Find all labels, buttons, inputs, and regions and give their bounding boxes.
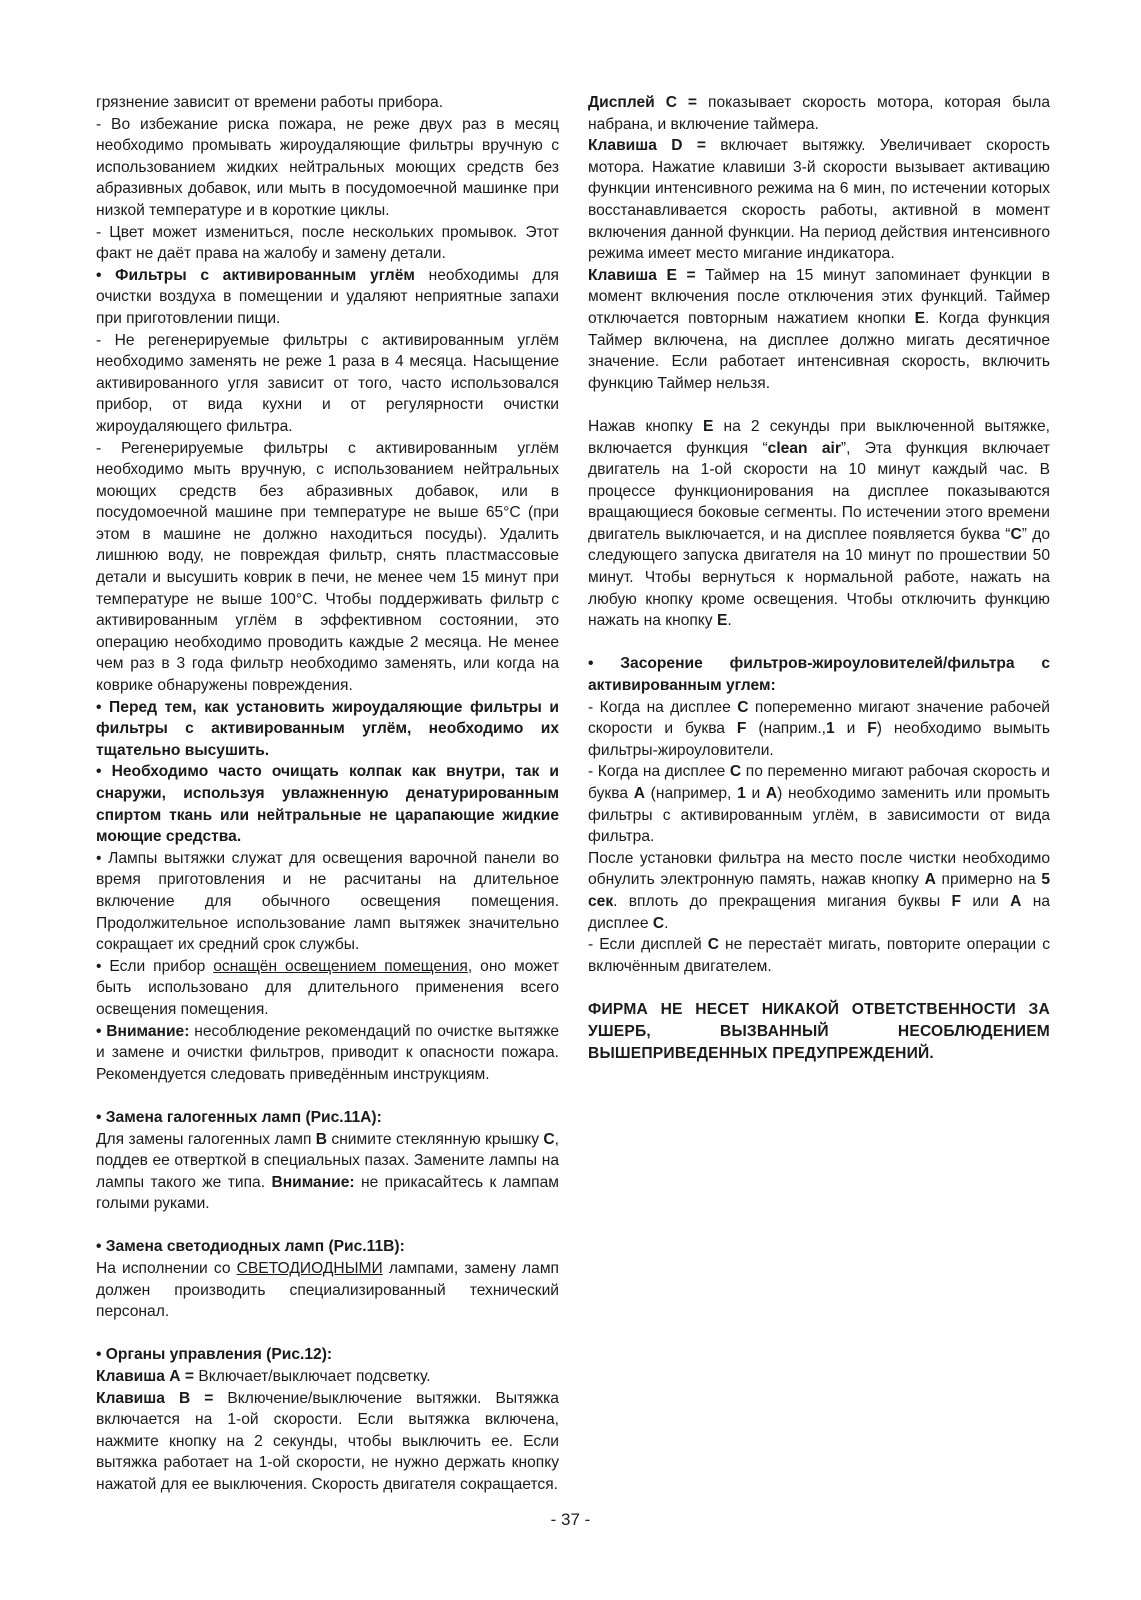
clogging-heading-text: • Засорение фильтров-жироуловителей/фильтра с активированным углем: — [588, 655, 1050, 695]
key-a-text: Включает/выключает подсветку. — [193, 1368, 431, 1386]
clog2-letter-c: C — [729, 763, 742, 781]
paragraph-key-d — [588, 135, 1050, 265]
spacer — [96, 1215, 559, 1237]
clog1-letter-f2: F — [867, 720, 877, 738]
paragraph-display-c — [588, 92, 1050, 135]
warning-text: несоблюдение рекомендаций по очистке вытяжке и замене и очистки фильтров, приводит к опасности пожара. Рекомендуется следовать приведённым инструкциям. — [96, 1022, 559, 1083]
reset-b: примерно на — [935, 871, 1042, 889]
halogen-c: , поддев ее отверткой в специальных пазах. Замените лампы на лампы такого же типа. — [96, 1130, 559, 1191]
right-column — [588, 92, 1050, 1064]
halogen-letter-c: C — [543, 1130, 555, 1148]
key-d-text: включает вытяжку. Увеличивает скорость мотора. Нажатие клавиши 3-й скорости вызывает активацию функции интенсивного режима на 6 мин, по истечении которых восстанавливается скорость работы, активной в момент включения данной функции. На период действия интенсивного режима имеет место мигание индикатора. — [588, 137, 1050, 263]
heading-controls — [96, 1344, 559, 1366]
clog2-c2: (например, — [644, 785, 738, 802]
key-e-text-b: . Когда функция Таймер включена, на дисплее должно мигать десятичное значение. Если работает интенсивная скорость, включить функцию Таймер нельзя. — [588, 309, 1050, 392]
clean-hood-bold: • Необходимо часто очищать колпак как внутри, так и снаружи, используя увлажненную денатурированным спиртом ткань или нейтральные не царапающие жидкие моющие средства. — [96, 763, 559, 846]
reset-d: на дисплее — [588, 892, 1050, 932]
key-a-label: Клавиша А = — [96, 1368, 194, 1386]
paragraph-soiling: грязнение зависит от времени работы прибора. — [96, 94, 444, 111]
halogen-a: Для замены галогенных ламп — [96, 1130, 316, 1148]
clog1-digit-1: 1 — [826, 720, 835, 738]
room-lighting-b: , оно может быть использовано для длительного применения всего освещения помещения. — [96, 957, 559, 1018]
clean-air-letter-c: C — [1010, 525, 1022, 543]
display-c-label: Дисплей С = — [588, 94, 698, 111]
clean-air-d: ” до следующего запуска двигателя на 10 минут по прошествии 50 минут. Чтобы вернуться к нормальной работе, нажать на любую кнопку кроме освещения. Чтобы отключить функцию нажать на кнопку — [588, 525, 1050, 630]
spacer — [588, 977, 1050, 999]
spacer — [96, 1323, 559, 1345]
halogen-b: снимите стеклянную крышку — [327, 1130, 544, 1148]
paragraph-key-e — [588, 265, 1050, 395]
reset-end: . — [664, 914, 669, 932]
paragraph-carbon-filters — [96, 265, 559, 330]
paragraph-room-lighting — [96, 956, 559, 1021]
clog1-c2: (наприм., — [746, 720, 827, 738]
spacer — [588, 394, 1050, 416]
clean-air-term: clean air — [767, 439, 841, 457]
key-b-label: Клавиша В = — [96, 1389, 214, 1407]
repeat-a: - Если дисплей — [588, 936, 708, 954]
controls-heading-text: • Органы управления (Рис.12): — [96, 1346, 333, 1364]
spacer — [588, 632, 1050, 654]
warning-label: • Внимание: — [96, 1022, 190, 1040]
clog2-letter-a2: A — [765, 785, 778, 802]
key-e-label: Клавиша Е = — [588, 266, 696, 284]
heading-led — [96, 1236, 559, 1258]
halogen-d: не прикасайтесь к лампам голыми руками. — [96, 1173, 559, 1213]
halogen-letter-b: B — [315, 1130, 328, 1148]
repeat-letter-c: C — [707, 936, 719, 954]
reset-letter-a2: A — [1010, 892, 1022, 910]
clog1-b: попеременно мигают значение рабочей скорости и буква — [588, 698, 1050, 738]
paragraph-non-regenerable: - Не регенерируемые фильтры с активированным углём необходимо заменять не реже 1 раза в 4 месяца. Насыщение активированного угля зависит от того, часто использовался прибор, от вида кухни и от регулярности очистки жироудаляющего фильтра. — [96, 331, 559, 435]
clean-air-c: ”, Эта функция включает двигатель на 1-ой скорости на 10 минут каждый час. В процессе функционирования на дисплее показываются вращающиеся боковые сегменты. По истечении этого времени двигатель выключается, и на дисплее появляется буква “ — [588, 439, 1050, 543]
clog1-a: - Когда на дисплее — [588, 698, 738, 716]
clog2-and: и — [745, 785, 766, 802]
paragraph-clog-carbon — [588, 761, 1050, 847]
reset-letter-c: C — [652, 914, 665, 932]
reset-5-seconds: 5 сек — [588, 871, 1050, 910]
key-e-text-a: Таймер на 15 минут запоминает функции в момент включения после отключения этих функций. Таймер отключается повторным нажатием кнопки — [588, 266, 1050, 327]
paragraph-warning — [96, 1021, 559, 1086]
paragraph-key-a — [96, 1366, 559, 1388]
clog2-d: ) необходимо заменить или промыть фильтры с активированным углём, в зависимости от вида фильтра. — [588, 785, 1050, 846]
dry-filters-bold: • Перед тем, как установить жироудаляющие фильтры и фильтры с активированным углём, необходимо их тщательно высушить. — [96, 698, 559, 759]
paragraph-regenerable: - Регенерируемые фильтры с активированным углём необходимо мыть вручную, с использованием нейтральных моющих средств без абразивных добавок, или в посудомоечной машине при температуре не выше 65°C (при этом в машине не должно находиться посуды). Удалить лишнюю воду, не повреждая фильтр, снять пластмассовые детали и высушить коврик в печи, не менее чем 15 минут при температуре не выше 100°C. Чтобы поддерживать фильтр с активированным углём в эффективном состоянии, это операцию необходимо проводить каждые 2 месяца. Не менее чем раз в 3 года фильтр необходимо заменять, или когда на коврике обнаружены повреждения. — [96, 439, 559, 695]
clog1-letter-c: C — [737, 698, 749, 716]
clog1-d: ) необходимо вымыть фильтры-жироуловители. — [588, 720, 1050, 759]
reset-letter-a: A — [924, 871, 936, 889]
heading-clogging — [588, 653, 1050, 696]
carbon-filters-text: необходимы для очистки воздуха в помещении и удаляют неприятные запахи при приготовлении пищи. — [96, 266, 559, 327]
paragraph-reset-memory — [588, 848, 1050, 934]
room-lighting-underlined: оснащён освещением помещения — [213, 957, 468, 975]
paragraph-dry-filters — [96, 697, 559, 762]
halogen-heading-text: • Замена галогенных ламп (Рис.11А): — [96, 1108, 382, 1126]
reset-letter-f: F — [951, 892, 962, 910]
clean-air-b: на 2 секунды при выключенной вытяжке, включается функция “ — [588, 417, 1050, 457]
room-lighting-a: • Если прибор — [96, 957, 214, 975]
left-column — [96, 92, 559, 1496]
paragraph-clean-air — [588, 416, 1050, 632]
led-underlined: СВЕТОДИОДНЫМИ — [236, 1260, 383, 1278]
key-b-text: Включение/выключение вытяжки. Вытяжка включается на 1-ой скорости. Если вытяжка включена, нажмите кнопку на 2 секунды, чтобы выключить ее. Если вытяжка работает на 1-ой скорости, не нужно держать кнопку нажатой для ее выключения. Скорость двигателя сокращается. — [96, 1389, 559, 1493]
paragraph-lamps: • Лампы вытяжки служат для освещения варочной панели во время приготовления и не расчитаны на длительное включение для обычного освещения помещения. Продолжительное использование ламп вытяжек значительно сокращает их средний срок службы. — [96, 849, 559, 954]
clog2-b: по переменно мигают рабочая скорость и буква — [588, 763, 1050, 802]
paragraph-key-b — [96, 1388, 559, 1496]
key-d-label: Клавиша D = — [588, 137, 706, 155]
paragraph-led — [96, 1258, 559, 1323]
reset-or: или — [961, 892, 1011, 910]
clog2-a: - Когда на дисплее — [588, 763, 730, 781]
paragraph-clean-hood — [96, 761, 559, 847]
clog2-digit-1: 1 — [737, 785, 746, 802]
key-e-letter: E — [914, 309, 926, 327]
led-heading-text: • Замена светодиодных ламп (Рис.11B): — [96, 1238, 405, 1256]
carbon-filters-heading: • Фильтры с активированным углём — [96, 266, 415, 284]
led-b: лампами, замену ламп должен производить специализированный технический персонал. — [96, 1260, 559, 1321]
clean-air-key-e: E — [702, 417, 714, 435]
clog1-letter-f: F — [736, 720, 747, 738]
repeat-b: не перестаёт мигать, повторите операции с включённым двигателем. — [588, 936, 1050, 975]
paragraph-repeat — [588, 934, 1050, 977]
halogen-warning: Внимание: — [271, 1173, 355, 1191]
heading-halogen — [96, 1107, 559, 1129]
reset-c: . вплоть до прекращения мигания буквы — [613, 892, 952, 910]
paragraph-halogen — [96, 1129, 559, 1215]
reset-a: После установки фильтра на место после чистки необходимо обнулить электронную память, нажав кнопку — [588, 849, 1050, 889]
paragraph-color-change: - Цвет может измениться, после нескольких промывок. Этот факт не даёт права на жалобу и замену детали. — [96, 223, 559, 263]
spacer — [96, 1085, 559, 1107]
clean-air-a: Нажав кнопку — [588, 417, 703, 435]
paragraph-grease-filter-wash: - Во избежание риска пожара, не реже двух раз в месяц необходимо промывать жироудаляющие фильтры вручную с использованием жидких нейтральных моющих средств без абразивных добавок, или мыть в посудомоечной машинке при низкой температуре и в короткие циклы. — [96, 115, 559, 219]
clog1-and: и — [834, 720, 868, 738]
clean-air-end: . — [727, 612, 732, 630]
disclaimer: ФИРМА НЕ НЕСЕТ НИКАКОЙ ОТВЕТСТВЕННОСТИ ЗА УШЕРБ, ВЫЗВАННЫЙ НЕСОБЛЮДЕНИЕМ ВЫШЕПРИВЕДЕННЫХ ПРЕДУПРЕЖДЕНИЙ. — [588, 1001, 1050, 1062]
paragraph-clog-grease — [588, 697, 1050, 762]
led-a: На исполнении со — [96, 1260, 237, 1278]
clog2-letter-a: A — [633, 785, 645, 802]
page-number: - 37 - — [550, 1510, 591, 1529]
display-c-text: показывает скорость мотора, которая была набрана, и включение таймера. — [588, 94, 1050, 133]
clean-air-key-e2: E — [716, 612, 728, 630]
